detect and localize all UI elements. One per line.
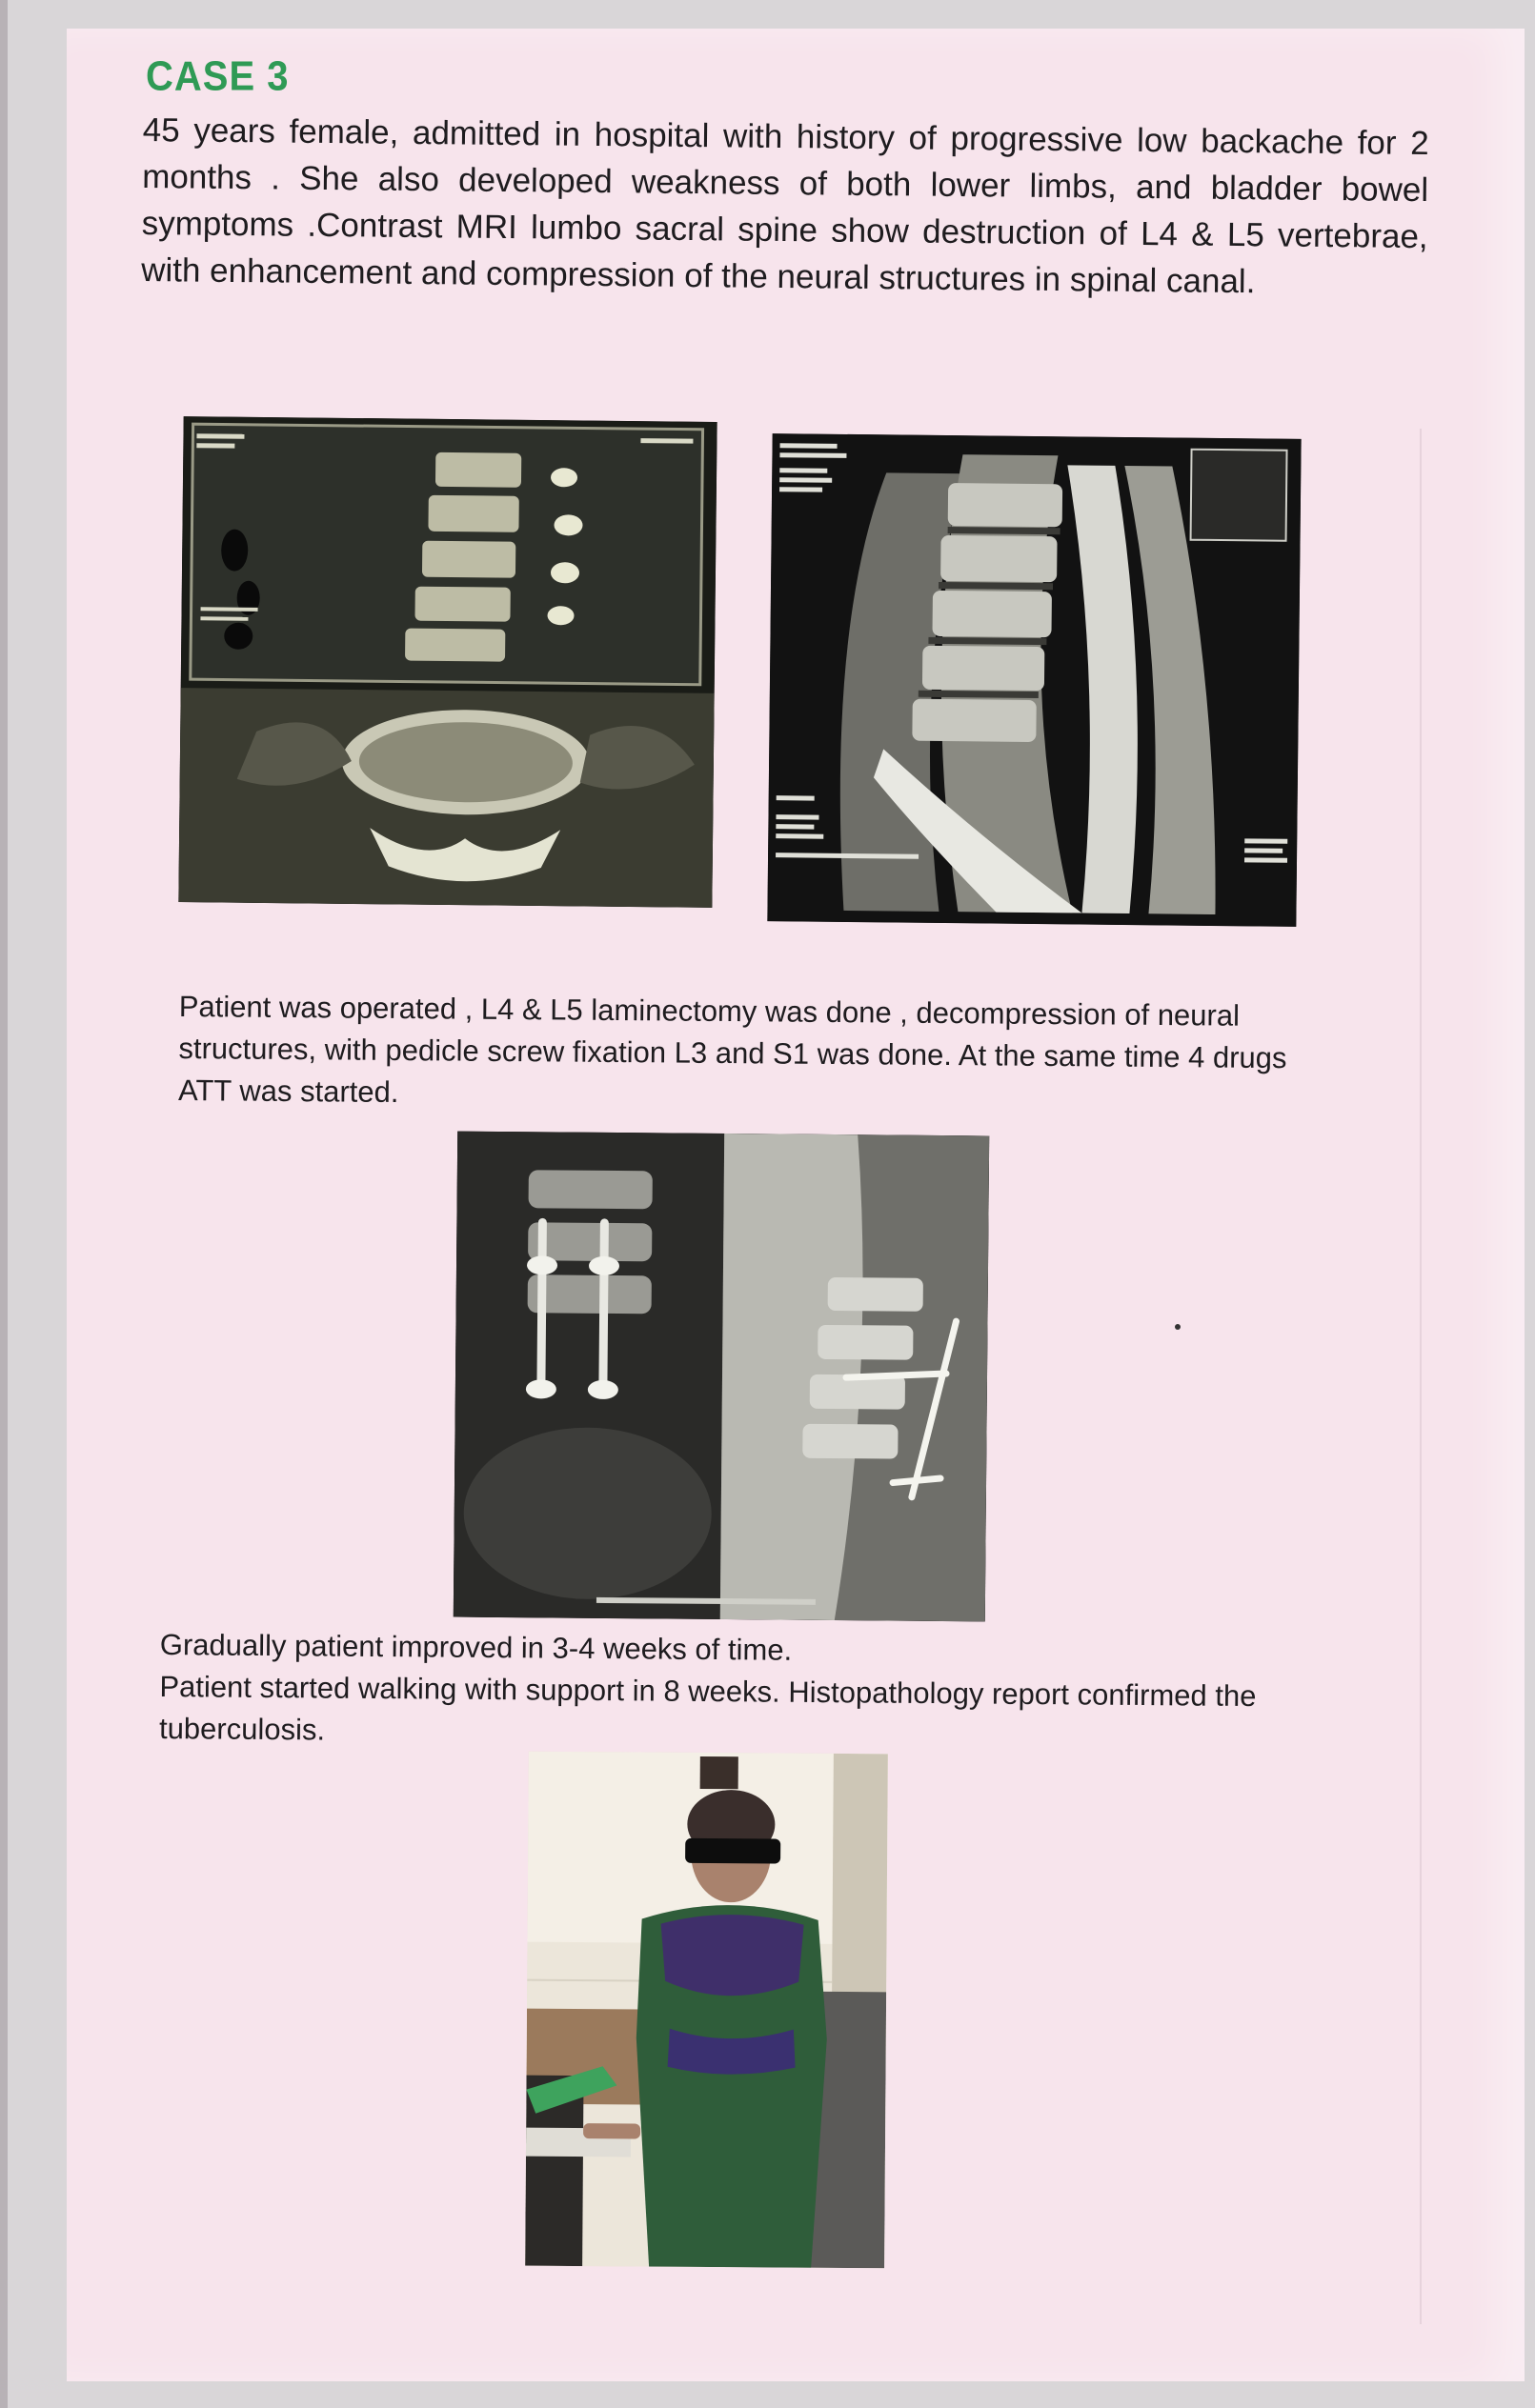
page-left-edge: [0, 0, 8, 2408]
recovery-line-1: Gradually patient improved in 3-4 weeks of time.: [159, 1627, 793, 1667]
patient-photo: [525, 1752, 888, 2269]
page-fold-line: [1420, 429, 1422, 2324]
stray-mark: [1175, 1324, 1181, 1330]
postop-xray-image: [454, 1132, 989, 1622]
operation-paragraph: Patient was operated , L4 & L5 laminectomy was done , decompression of neural structures, with pedicle screw fixation L3 and S1 was done. At the same time 4 drugs ATT was started.: [177, 989, 1287, 1110]
ct-scan-image: [178, 416, 717, 908]
recovery-paragraph: [159, 1624, 1284, 1759]
case-title: CASE 3: [146, 52, 290, 100]
mri-spine-image: [767, 433, 1301, 927]
recovery-line-2: Patient started walking with support in 8 weeks. Histopathology report confirmed the tuberculosis.: [158, 1669, 1257, 1747]
case-intro-paragraph: 45 years female, admitted in hospital with history of progressive low backache for 2 months . She also developed weakness of both lower limbs, and bladder bowel symptoms .Contrast MRI lumbo sacral spine show destruction of L4 & L5 vertebrae, with enhancement and compression of the neural structures in spinal canal.: [140, 110, 1429, 301]
